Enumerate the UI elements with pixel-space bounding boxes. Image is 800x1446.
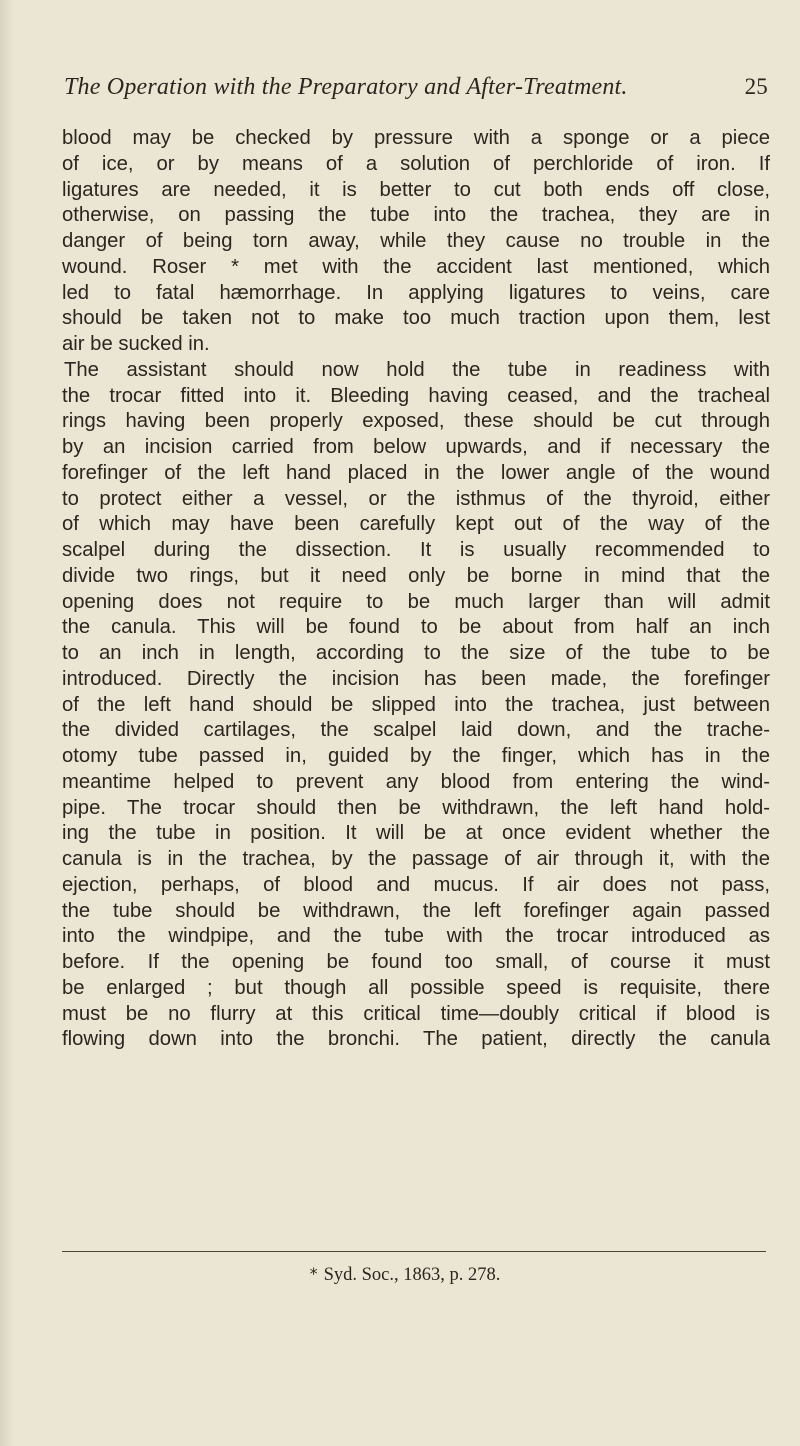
text-line: ejection, perhaps, of blood and mucus. If air does not pass,: [62, 873, 770, 896]
text-line: scalpel during the dissection. It is usually recommended to: [62, 539, 770, 561]
text-line: forefinger of the left hand placed in the lower angle of the wound: [62, 461, 770, 484]
book-page: [62, 74, 770, 1053]
text-line: must be no flurry at this critical time—doubly critical if blood is: [62, 1002, 770, 1025]
text-line: the canula. This will be found to be about from half an inch: [62, 616, 770, 639]
text-line: into the windpipe, and the tube with the trocar introduced as: [62, 925, 770, 948]
text-line: otomy tube passed in, guided by the finger, which has in the: [62, 745, 770, 767]
text-line: by an incision carried from below upwards, and if necessary the: [62, 436, 770, 458]
text-line: to protect either a vessel, or the isthmus of the thyroid, either: [62, 487, 770, 510]
text-line: before. If the opening be found too small, of course it must: [62, 951, 770, 973]
text-line: be enlarged ; but though all possible speed is requisite, there: [62, 976, 770, 999]
text-line: of the left hand should be slipped into the trachea, just between: [62, 693, 770, 716]
text-line: rings having been properly exposed, these should be cut through: [62, 410, 770, 433]
page-gutter-shadow: [0, 0, 14, 1446]
text-line: meantime helped to prevent any blood from entering the wind-: [62, 770, 770, 793]
text-line: opening does not require to be much larger than will admit: [62, 590, 770, 613]
paragraph-start-line: The assistant should now hold the tube in readiness with: [64, 358, 770, 381]
footnote-mark: *: [309, 1264, 318, 1283]
text-line: the tube should be withdrawn, the left forefinger again passed: [62, 899, 770, 922]
text-line: of which may have been carefully kept out of the way of the: [62, 513, 770, 536]
footnote-text: Syd. Soc., 1863, p. 278.: [323, 1265, 501, 1285]
text-line: air be sucked in.: [62, 333, 210, 355]
footnote-rule: [62, 1251, 766, 1252]
text-line: the trocar fitted into it. Bleeding having ceased, and the tracheal: [62, 384, 770, 407]
running-head-title: The Operation with the Preparatory and After-Treatment.: [64, 74, 628, 100]
text-line: of ice, or by means of a solution of perchloride of iron. If: [62, 152, 770, 175]
text-line: pipe. The trocar should then be withdrawn, the left hand hold-: [62, 796, 770, 819]
running-head: [62, 74, 770, 114]
text-line: to an inch in length, according to the size of the tube to be: [62, 642, 770, 664]
text-line: led to fatal hæmorrhage. In applying ligatures to veins, care: [62, 281, 770, 304]
text-line: blood may be checked by pressure with a sponge or a piece: [62, 127, 770, 149]
text-line: danger of being torn away, while they cause no trouble in the: [62, 230, 770, 252]
text-line: the divided cartilages, the scalpel laid down, and the trache-: [62, 719, 770, 742]
text-line: canula is in the trachea, by the passage of air through it, with the: [62, 848, 770, 870]
text-line: wound. Roser * met with the accident last mentioned, which: [62, 255, 770, 278]
text-line: flowing down into the bronchi. The patient, directly the canula: [62, 1028, 770, 1051]
text-line: ligatures are needed, it is better to cut both ends off close,: [62, 178, 770, 201]
page-number: 25: [744, 74, 768, 99]
text-line: ing the tube in position. It will be at once evident whether the: [62, 822, 770, 845]
text-line: divide two rings, but it need only be borne in mind that the: [62, 564, 770, 587]
text-line: introduced. Directly the incision has been made, the forefinger: [62, 667, 770, 690]
text-line: otherwise, on passing the tube into the trachea, they are in: [62, 204, 770, 227]
footnote: [0, 1264, 800, 1286]
text-line: should be taken not to make too much traction upon them, lest: [62, 307, 770, 330]
body-text: [62, 126, 770, 1053]
